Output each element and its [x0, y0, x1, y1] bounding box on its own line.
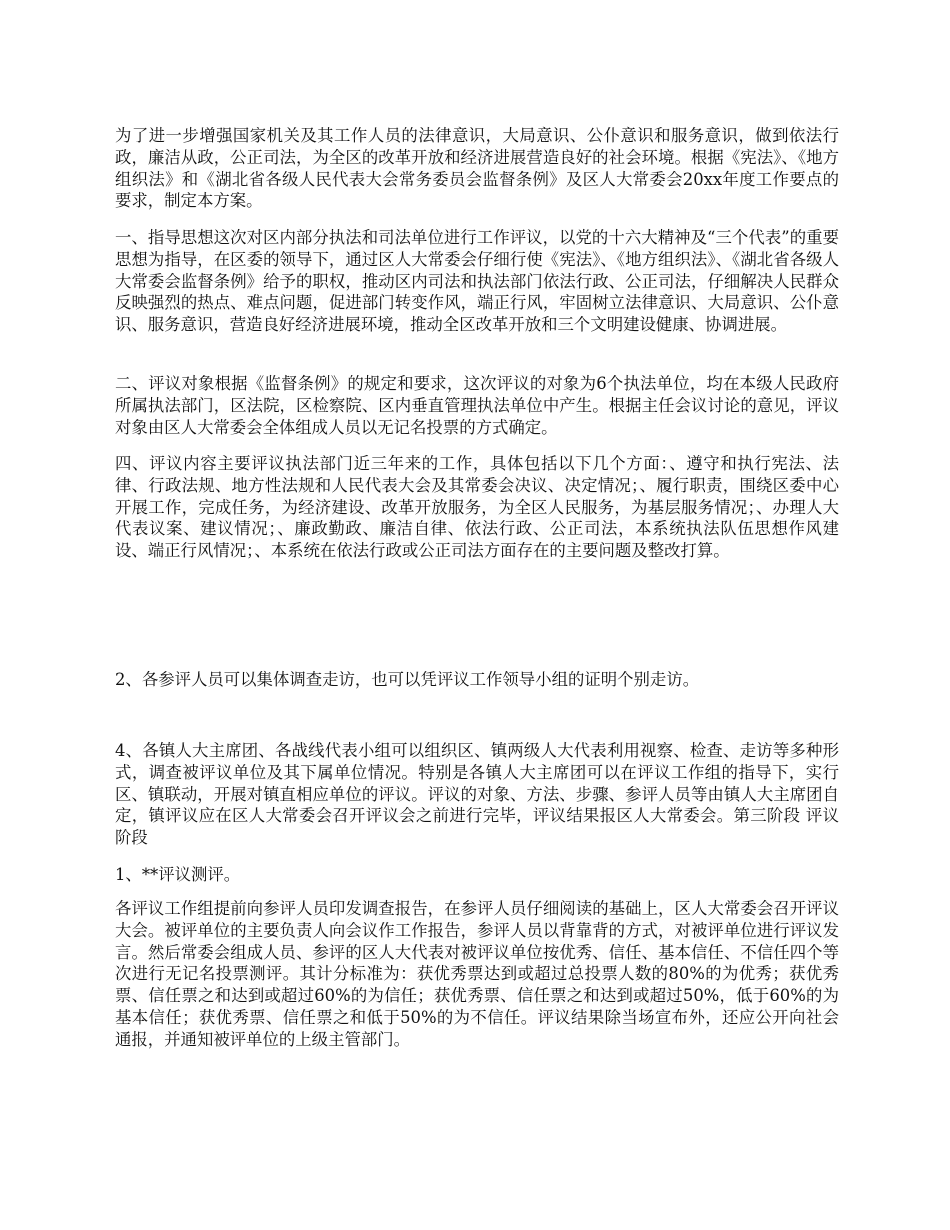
item-2-paragraph: 2、各参评人员可以集体调查走访，也可以凭评议工作领导小组的证明个别走访。: [115, 670, 700, 689]
section-guiding-ideology: 一、指导思想这次对区内部分执法和司法单位进行工作评议，以党的十六大精神及“三个代表”的重要思想为指导，在区委的领导下，通过区人大常委会仔细行使《宪法》、《地方组织法》、《湖北省各级人大常委会监督条例》给予的职权，推动区内司法和执法部门依法行政、公正司法，仔细解决人民群众反映强烈的热点、难点问题，促进部门转变作风，端正行风，牢固树立法律意识、大局意识、公仆意识、服务意识，营造良好经济进展环境，推动全区改革开放和三个文明建设健康、协调进展。: [115, 228, 839, 335]
section-evaluation-targets: 二、评议对象根据《监督条例》的规定和要求，这次评议的对象为6个执法单位，均在本级人民政府所属执法部门，区法院，区检察院、区内垂直管理执法单位中产生。根据主任会议讨论的意见，评议对象由区人大常委会全体组成人员以无记名投票的方式确定。: [115, 374, 839, 437]
item-1-heading: 1、**评议测评。: [115, 865, 241, 884]
item-4-paragraph: 4、各镇人大主席团、各战线代表小组可以组织区、镇两级人大代表利用视察、检查、走访等多种形式，调查被评议单位及其下属单位情况。特别是各镇人大主席团可以在评议工作组的指导下，实行区、镇联动，开展对镇直相应单位的评议。评议的对象、方法、步骤、参评人员等由镇人大主席团自定，镇评议应在区人大常委会召开评议会之前进行完毕，评议结果报区人大常委会。第三阶段 评议阶段: [115, 741, 839, 848]
final-paragraph: 各评议工作组提前向参评人员印发调查报告，在参评人员仔细阅读的基础上，区人大常委会召开评议大会。被评单位的主要负责人向会议作工作报告，参评人员以背靠背的方式，对被评单位进行评议发言。然后常委会组成人员、参评的区人大代表对被评议单位按优秀、信任、基本信任、不信任四个等次进行无记名投票测评。其计分标准为：获优秀票达到或超过总投票人数的80%的为优秀；获优秀票、信任票之和达到或超过60%的为信任；获优秀票、信任票之和达到或超过50%，低于60%的为基本信任；获优秀票、信任票之和低于50%的为不信任。评议结果除当场宣布外，还应公开向社会通报，并通知被评单位的上级主管部门。: [115, 899, 839, 1049]
section-evaluation-content: 四、评议内容主要评议执法部门近三年来的工作，具体包括以下几个方面：、遵守和执行宪法、法律、行政法规、地方性法规和人民代表大会及其常委会决议、决定情况；、履行职责，围绕区委中心开展工作，完成任务，为经济建设、改革开放服务，为全区人民服务，为基层服务情况；、办理人大代表议案、建议情况；、廉政勤政、廉洁自律、依法行政、公正司法，本系统执法队伍思想作风建设、端正行风情况；、本系统在依法行政或公正司法方面存在的主要问题及整改打算。: [115, 454, 839, 561]
intro-paragraph: 为了进一步增强国家机关及其工作人员的法律意识，大局意识、公仆意识和服务意识，做到依法行政，廉洁从政，公正司法，为全区的改革开放和经济进展营造良好的社会环境。根据《宪法》、《地方组织法》和《湖北省各级人民代表大会常务委员会监督条例》及区人大常委会20xx年度工作要点的要求，制定本方案。: [115, 126, 839, 211]
